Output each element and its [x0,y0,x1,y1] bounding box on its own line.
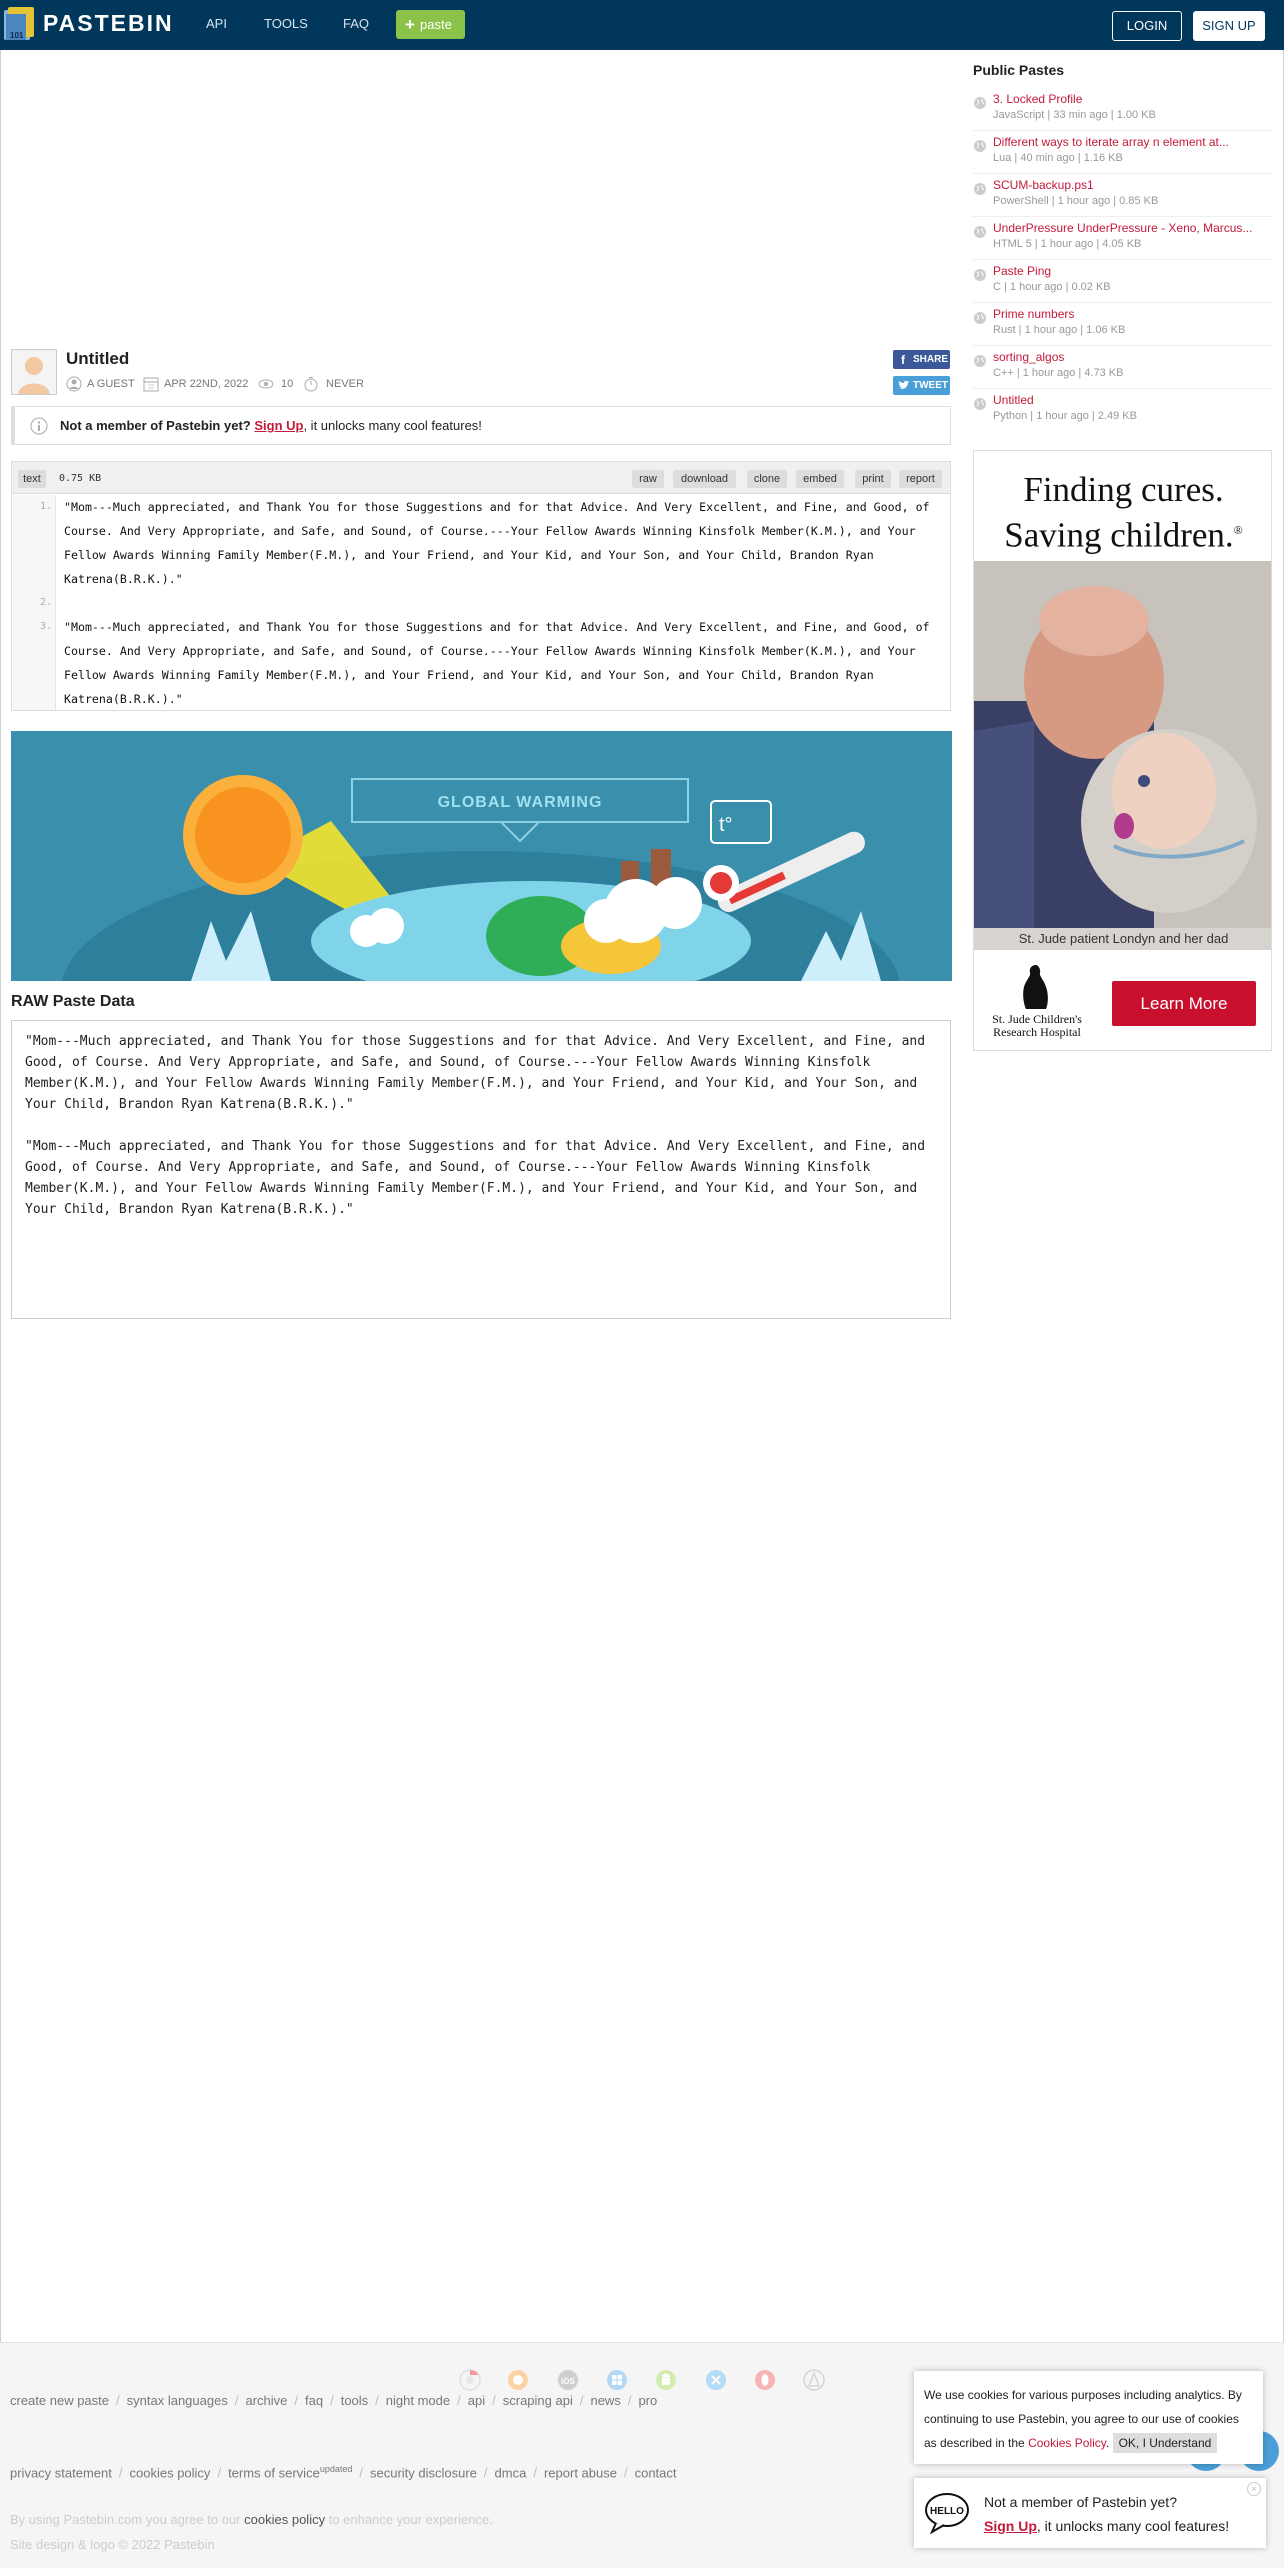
footer-note-tail: to enhance your experience. [328,2512,493,2527]
twitter-tweet-button[interactable] [893,376,950,395]
new-paste-button[interactable] [396,10,465,39]
ad-headline-line: Saving children. [1004,515,1234,555]
footer-link-dmca[interactable]: dmca [494,2465,527,2481]
public-paste-item[interactable] [973,176,1273,217]
member-notice [11,406,951,445]
cookie-accept-button[interactable]: OK, I Understand [1113,2433,1218,2453]
public-paste-meta: Rust | 1 hour ago | 1.06 KB [993,324,1126,336]
code-line: "Mom---Much appreciated, and Thank You for those Suggestions and for that Advice. And Very Excellent, and Fine, and Good, of Course. And Very Appropriate, and Safe, and Sound, of Course.---Your Fellow Awards Winning Kinsfolk Member(K.M.), and Your Fellow Awards Winning Family Member(F.M.), and Your Friend, and Your Kid, and Your Son, and Your Child, Brandon Ryan Katrena(B.R.K.)." [64,500,930,586]
public-paste-title[interactable]: SCUM-backup.ps1 [993,178,1094,192]
globe-icon [973,397,987,411]
opera-icon[interactable] [754,2369,776,2391]
notice-tail: , it unlocks many cool features! [303,418,482,433]
line-number: 2. [39,597,52,608]
hello-text: HELLO [930,2506,964,2517]
public-paste-title[interactable]: 3. Locked Profile [993,92,1083,106]
footer-link-pro[interactable]: pro [638,2393,658,2408]
terms-updated-badge: updated [319,2464,353,2474]
ad-caption: St. Jude patient Londyn and her dad [974,928,1272,950]
public-paste-meta: HTML 5 | 1 hour ago | 4.05 KB [993,238,1142,250]
embed-button[interactable]: embed [796,470,844,488]
public-paste-title[interactable]: UnderPressure UnderPressure - Xeno, Marcus... [993,221,1253,235]
print-button[interactable]: print [855,470,891,488]
global-warming-banner[interactable] [11,731,952,981]
footer-link-syntax-languages[interactable]: syntax languages [126,2393,228,2408]
guest-avatar[interactable] [11,349,57,395]
svg-text:iOS: iOS [561,2377,575,2386]
public-paste-item[interactable] [973,90,1273,131]
new-paste-label: paste [420,17,452,32]
public-paste-item[interactable] [973,133,1273,174]
line-number-gutter [12,495,56,710]
global-warming-illustration [11,731,952,981]
chrome-icon[interactable] [459,2369,481,2391]
banner-label: GLOBAL WARMING [437,794,603,811]
st-jude-name [982,1013,1092,1039]
public-paste-title[interactable]: sorting_algos [993,350,1065,364]
plus-icon: + [405,15,415,34]
notice-signup-link[interactable]: Sign Up [254,418,304,433]
signup-popup [914,2478,1266,2548]
svg-text:f: f [901,353,905,365]
paste-code-box [11,461,951,711]
paste-date: APR 22ND, 2022 [164,378,249,390]
footer-link-archive[interactable]: archive [245,2393,288,2408]
footer-copyright: Site design & logo © 2022 Pastebin [10,2537,215,2552]
paste-author[interactable]: A GUEST [87,378,135,390]
facebook-share-button[interactable] [893,350,950,369]
raw-paste-title: RAW Paste Data [11,993,135,1010]
download-button[interactable]: download [673,470,736,488]
cookie-banner [914,2371,1263,2464]
footer-link-api[interactable]: api [467,2393,486,2408]
raw-button[interactable]: raw [632,470,664,488]
footer-link-report-abuse[interactable]: report abuse [543,2465,617,2481]
report-button[interactable]: report [899,470,942,488]
tweet-label: TWEET [913,380,948,391]
signup-popup-link[interactable]: Sign Up [984,2518,1037,2534]
expiry-icon [303,376,319,392]
public-paste-meta: JavaScript | 33 min ago | 1.00 KB [993,109,1156,121]
public-paste-meta: Lua | 40 min ago | 1.16 KB [993,152,1123,164]
footer-link-security-disclosure[interactable]: security disclosure [369,2465,477,2481]
public-paste-title[interactable]: Different ways to iterate array n element at... [993,135,1229,149]
windows-icon[interactable] [606,2369,628,2391]
public-paste-title[interactable]: Paste Ping [993,264,1052,278]
public-paste-title[interactable]: Untitled [993,393,1034,407]
public-paste-meta: C++ | 1 hour ago | 4.73 KB [993,367,1124,379]
twitter-icon [898,380,910,391]
facebook-icon [898,353,910,365]
paste-size: 0.75 KB [59,473,102,484]
signup-popup-tail: , it unlocks many cool features! [1036,2518,1230,2534]
cookie-text: We use cookies for various purposes including analytics. By continuing to use Pastebin, you agree to our use of cookies as described in the [924,2388,1242,2450]
paste-title: Untitled [66,349,130,368]
cookies-policy-link[interactable]: Cookies Policy [1028,2436,1106,2450]
signup-button[interactable]: SIGN UP [1193,11,1265,41]
ios-icon[interactable] [557,2369,579,2391]
nav-faq[interactable]: FAQ [343,16,370,31]
globe-icon [973,354,987,368]
login-button[interactable]: LOGIN [1112,11,1182,41]
public-paste-item[interactable] [973,391,1273,432]
notice-lead: Not a member of Pastebin yet? [60,418,251,433]
globe-icon [973,139,987,153]
syntax-tag[interactable]: text [18,470,46,488]
user-silhouette-icon [12,350,56,394]
public-paste-meta: Python | 1 hour ago | 2.49 KB [993,410,1137,422]
footer-links-row: privacy statement / cookies policy / terms of service$^{updated}$ / security disclosure / dmca / report abuse / contact [10,2464,677,2481]
ad-photo [974,561,1272,928]
public-paste-item[interactable] [973,219,1273,260]
public-paste-item[interactable] [973,348,1273,389]
registered-mark: ® [1233,523,1243,537]
footer-cookie-note [10,2512,493,2527]
frame-border-left [0,50,1,2342]
public-paste-item[interactable] [973,262,1273,303]
globe-icon [973,225,987,239]
footer-cookies-policy-link[interactable]: cookies policy [244,2512,326,2527]
pastebin-logo-icon[interactable] [2,6,36,44]
code-line: "Mom---Much appreciated, and Thank You for those Suggestions and for that Advice. And Very Excellent, and Fine, and Good, of Course. And Very Appropriate, and Safe, and Sound, of Course.---Your Fellow Awards Winning Kinsfolk Member(K.M.), and Your Fellow Awards Winning Family Member(F.M.), and Your Friend, and Your Kid, and Your Son, and Your Child, Brandon Ryan Katrena(B.R.K.)." [64,620,930,706]
code-toolbar [12,462,950,494]
linux-icon[interactable] [803,2369,825,2391]
st-jude-name-line: Research Hospital [993,1025,1081,1039]
signup-popup-line: Not a member of Pastebin yet? [984,2494,1177,2510]
public-paste-item[interactable] [973,305,1273,346]
cookie-text-end: . [1105,2436,1110,2450]
hello-speech-bubble-icon [924,2490,969,2534]
footer-link-contact[interactable]: contact [634,2465,677,2481]
globe-icon [973,182,987,196]
footer-link-cookies-policy[interactable]: cookies policy [129,2465,211,2481]
line-number: 3. [39,621,52,632]
close-icon[interactable]: × [1247,2482,1261,2496]
paste-expiry: NEVER [326,378,364,390]
footer-link-tools[interactable]: tools [340,2393,369,2408]
line-number: 1. [39,501,52,512]
info-icon [30,417,48,435]
clone-button[interactable]: clone [747,470,787,488]
android-icon[interactable] [655,2369,677,2391]
logo-text[interactable]: PASTEBIN [43,10,174,36]
public-pastes-title: Public Pastes [973,62,1065,78]
footer-note-lead: By using Pastebin.com you agree to our [10,2512,241,2527]
st-jude-ad[interactable] [973,450,1272,1051]
calendar-icon [143,376,159,392]
user-icon [66,376,82,392]
nav-api[interactable]: API [206,16,227,31]
footer-link-create-new-paste[interactable]: create new paste [10,2393,110,2408]
st-jude-logo-icon [1016,963,1056,1011]
signup-popup-line [984,2518,1229,2534]
footer-link-scraping-api[interactable]: scraping api [502,2393,573,2408]
learn-more-button[interactable]: Learn More [1112,981,1256,1026]
footer-link-privacy-statement[interactable]: privacy statement [10,2465,112,2481]
public-paste-title[interactable]: Prime numbers [993,307,1075,321]
footer-link-night-mode[interactable]: night mode [385,2393,451,2408]
footer-link-news[interactable]: news [590,2393,621,2408]
globe-icon [973,96,987,110]
header [0,0,1284,50]
globe-icon [973,311,987,325]
firefox-icon[interactable] [507,2369,529,2391]
globe-icon [973,268,987,282]
raw-paste-textarea[interactable] [11,1020,951,1319]
footer-link-faq[interactable]: faq [305,2393,324,2408]
st-jude-name-line: St. Jude Children's [992,1012,1082,1026]
ad-headline-line: Finding cures. [1023,470,1224,509]
raw-paragraph: "Mom---Much appreciated, and Thank You for those Suggestions and for that Advice. And Very Excellent, and Fine, and Good, of Course. And Very Appropriate, and Safe, and Sound, of Course.---Your Fellow Awards Winning Kinsfolk Member(K.M.), and Your Fellow Awards Winning Family Member(F.M.), and Your Friend, and Your Kid, and Your Son, and Your Child, Brandon Ryan Katrena(B.R.K.)." [25,1139,926,1217]
temperature-label: t° [719,814,733,836]
public-paste-meta: PowerShell | 1 hour ago | 0.85 KB [993,195,1159,207]
eye-icon [258,376,274,392]
share-label: SHARE [913,354,949,365]
svg-text:101: 101 [10,31,24,40]
public-paste-meta: C | 1 hour ago | 0.02 KB [993,281,1111,293]
ad-headline [974,469,1272,556]
paste-views: 10 [281,378,294,390]
raw-paragraph: "Mom---Much appreciated, and Thank You for those Suggestions and for that Advice. And Very Excellent, and Fine, and Good, of Course. And Very Appropriate, and Safe, and Sound, of Course.---Your Fellow Awards Winning Kinsfolk Member(K.M.), and Your Fellow Awards Winning Family Member(F.M.), and Your Friend, and Your Kid, and Your Son, and Your Child, Brandon Ryan Katrena(B.R.K.)." [25,1034,926,1112]
mac-icon[interactable] [705,2369,727,2391]
footer-links-row: create new paste / syntax languages / archive / faq / tools / night mode / api / scraping api / news / pro [10,2393,658,2408]
nav-tools[interactable]: TOOLS [264,16,308,31]
footer-link-terms-of-service[interactable]: terms of service [228,2465,320,2481]
